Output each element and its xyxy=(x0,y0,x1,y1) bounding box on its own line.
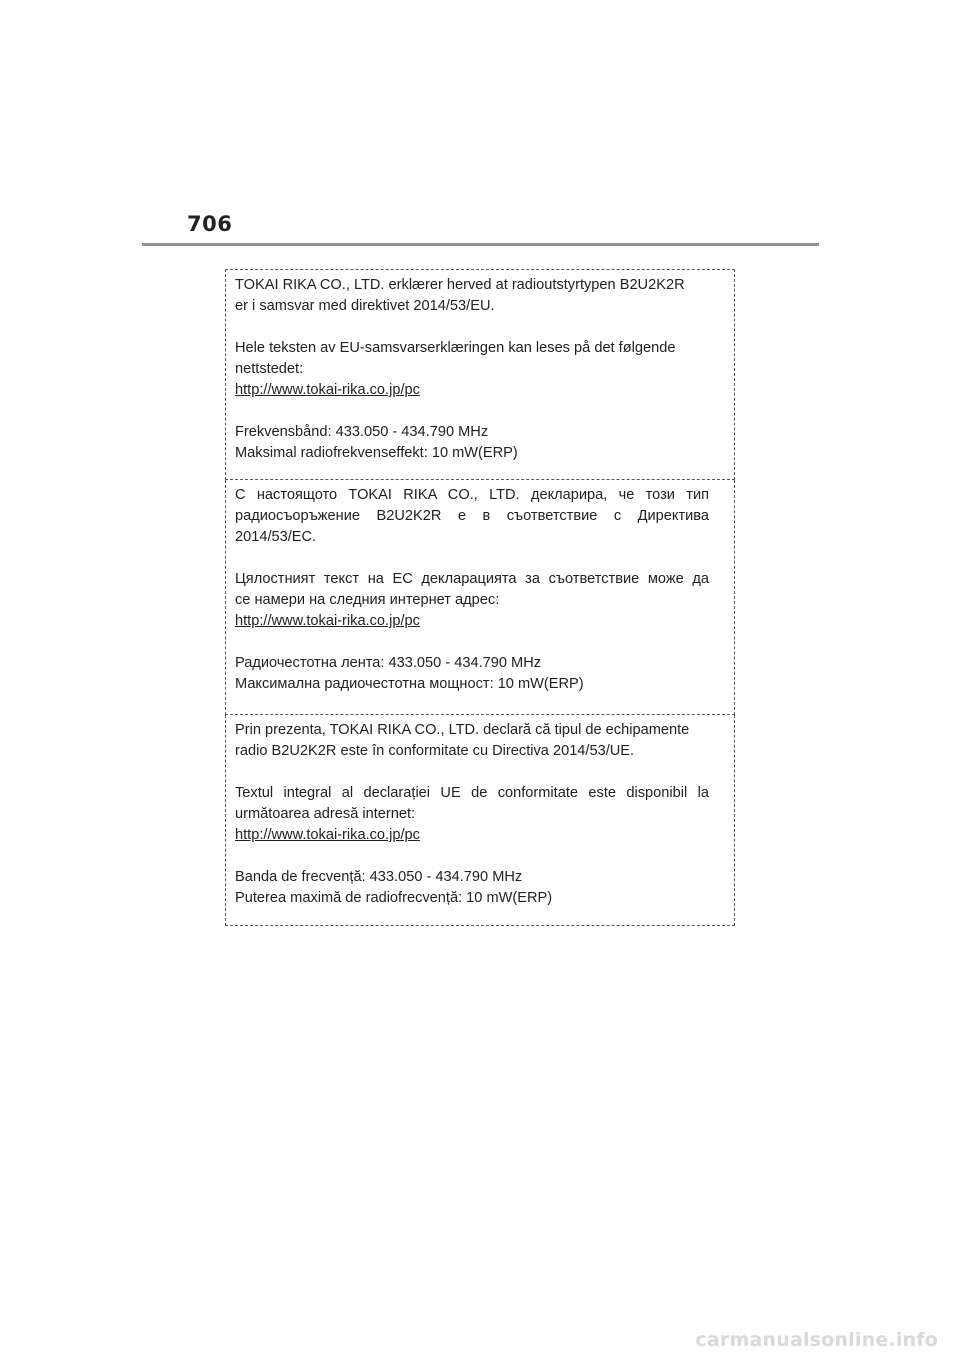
fulltext-line-1: Textul integral al declarației UE de conformitate este disponibil la xyxy=(235,785,709,801)
fulltext-line-1: Hele teksten av EU-samsvarserklæringen kan leses på det følgende xyxy=(235,340,676,356)
intro-line-2: radio B2U2K2R este în conformitate cu Directiva 2014/53/UE. xyxy=(235,743,635,759)
intro-line-2: er i samsvar med direktivet 2014/53/EU. xyxy=(235,298,495,314)
page-number: 706 xyxy=(187,212,233,236)
intro-line-3: 2014/53/ЕС. xyxy=(235,529,317,545)
fulltext-line-1: Цялостният текст на ЕС декларацията за съответствие може да xyxy=(235,571,709,587)
intro-line-1: TOKAI RIKA CO., LTD. erklærer herved at radioutstyrtypen B2U2K2R xyxy=(235,277,685,293)
declaration-box-bulgarian xyxy=(225,480,735,715)
declaration-link[interactable]: http://www.tokai-rika.co.jp/pc xyxy=(235,827,420,843)
intro-line-1: С настоящото TOKAI RIKA CO., LTD. декларира, че този тип xyxy=(235,487,709,503)
frequency-band: Радиочестотна лента: 433.050 - 434.790 MHz xyxy=(235,655,542,671)
intro-line-2: радиосъоръжение B2U2K2R е в съответствие с Директива xyxy=(235,508,709,524)
fulltext-line-2: се намери на следния интернет адрес: xyxy=(235,592,500,608)
frequency-band: Banda de frecvență: 433.050 - 434.790 MHz xyxy=(235,869,523,885)
declaration-link[interactable]: http://www.tokai-rika.co.jp/pc xyxy=(235,382,420,398)
fulltext-line-2: nettstedet: xyxy=(235,361,304,377)
fulltext-line-2: următoarea adresă internet: xyxy=(235,806,416,822)
max-power: Puterea maximă de radiofrecvență: 10 mW(ERP) xyxy=(235,890,553,906)
declaration-box-romanian xyxy=(225,715,735,926)
max-power: Максимална радиочестотна мощност: 10 mW(ERP) xyxy=(235,676,584,692)
frequency-band: Frekvensbånd: 433.050 - 434.790 MHz xyxy=(235,424,489,440)
site-watermark: carmanualsonline.info xyxy=(695,1329,938,1351)
max-power: Maksimal radiofrekvenseffekt: 10 mW(ERP) xyxy=(235,445,518,461)
header-rule xyxy=(142,243,819,246)
declaration-box-norwegian xyxy=(225,269,735,480)
intro-line-1: Prin prezenta, TOKAI RIKA CO., LTD. declară că tipul de echipamente xyxy=(235,722,690,738)
declaration-link[interactable]: http://www.tokai-rika.co.jp/pc xyxy=(235,613,420,629)
